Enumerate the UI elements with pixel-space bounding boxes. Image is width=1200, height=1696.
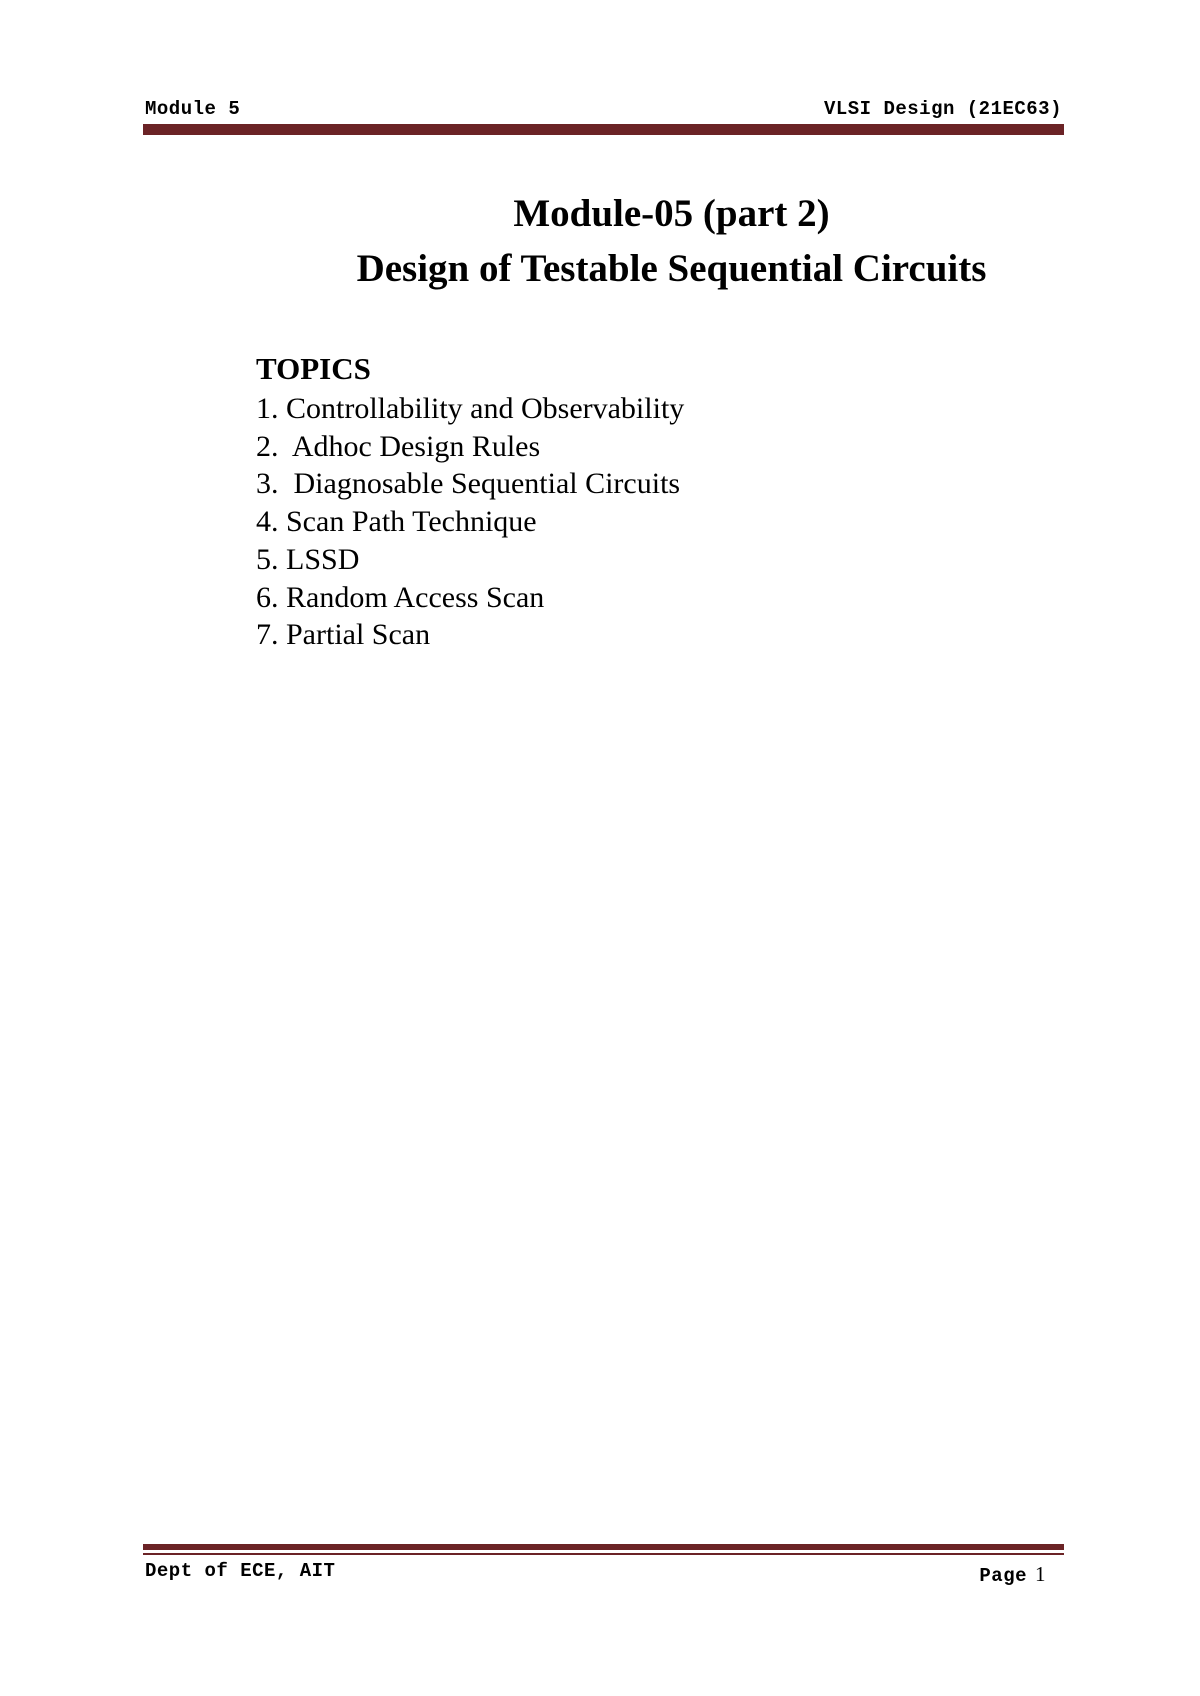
- topics-section: [256, 348, 684, 654]
- page-header: [143, 96, 1064, 122]
- page-label: Page: [979, 1565, 1027, 1587]
- header-divider: [143, 124, 1064, 135]
- header-module-label: Module 5: [145, 98, 241, 120]
- footer-divider-thick: [143, 1544, 1064, 1550]
- topics-list: [256, 390, 684, 654]
- footer-divider-thin: [143, 1553, 1064, 1555]
- topic-item: 6. Random Access Scan: [256, 580, 545, 614]
- topics-heading: TOPICS: [256, 351, 371, 386]
- topic-item: 3. Diagnosable Sequential Circuits: [256, 467, 681, 501]
- page-title: [143, 186, 1064, 296]
- footer-department: Dept of ECE, AIT: [145, 1560, 336, 1582]
- topic-item: 1. Controllability and Observability: [256, 392, 685, 425]
- topic-item: 5. LSSD: [256, 542, 360, 576]
- page-footer: [143, 1558, 1064, 1586]
- topic-item: 7. Partial Scan: [256, 618, 431, 652]
- topic-item: 2. Adhoc Design Rules: [256, 429, 541, 463]
- header-course-label: VLSI Design (21EC63): [823, 98, 1062, 120]
- title-line-1: Module-05 (part 2): [513, 192, 830, 235]
- page-number: 1: [1035, 1562, 1046, 1586]
- footer-page-indicator: [979, 1562, 1046, 1587]
- topic-item: 4. Scan Path Technique: [256, 505, 537, 539]
- title-line-2: Design of Testable Sequential Circuits: [356, 247, 987, 290]
